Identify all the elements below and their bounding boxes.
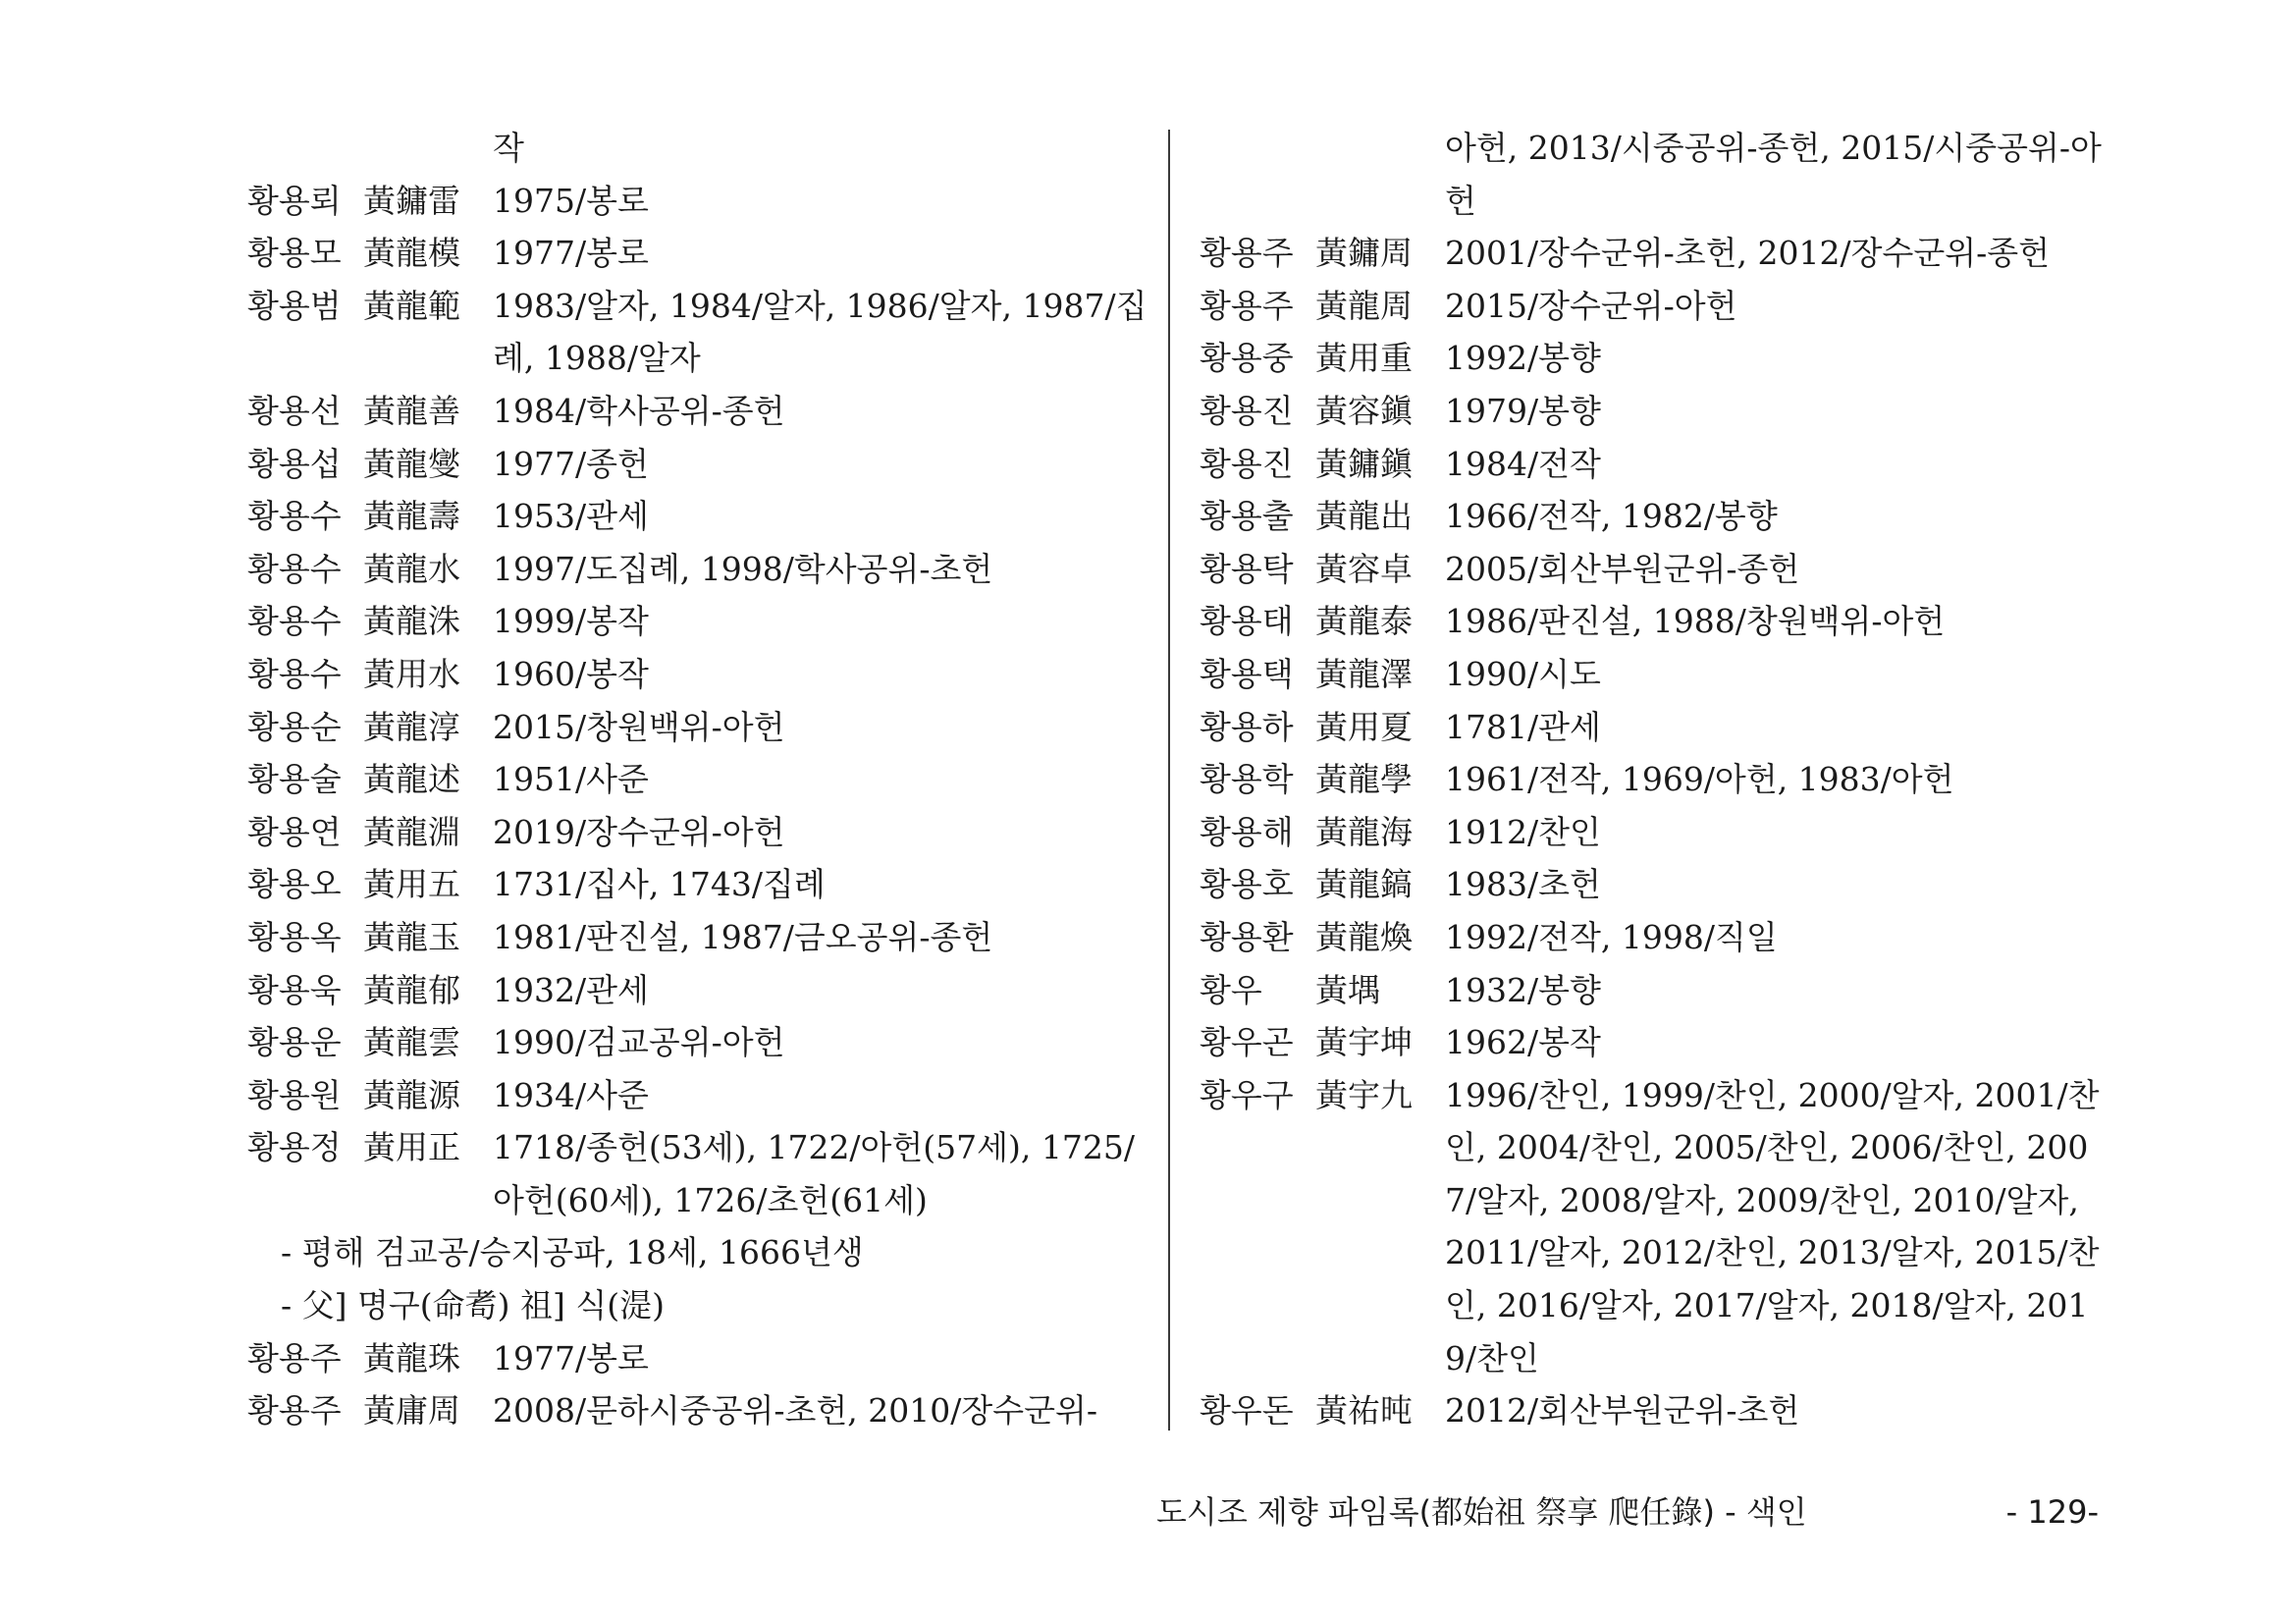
entry-hangul: 황용섭 (247, 444, 342, 483)
entry-hangul: 황용욱 (247, 970, 342, 1009)
entry-hanja: 黃龍模 (363, 234, 460, 273)
entry-record: 1977/봉로 (493, 234, 649, 273)
entry-hanja: 黃龍淳 (363, 707, 460, 746)
column-divider (1168, 130, 1170, 1431)
entry-record: 1986/판진설, 1988/창원백위-아헌 (1445, 602, 1946, 641)
entry-record: 1990/검교공위-아헌 (493, 1023, 785, 1062)
entry-hanja: 黃用正 (363, 1128, 460, 1167)
entry-hangul: 황용연 (247, 812, 342, 851)
entry-hanja (363, 122, 493, 175)
entry-hangul: 황용진 (1200, 444, 1294, 483)
entry-hangul: 황용중 (1200, 339, 1294, 378)
entry-hanja: 黃龍述 (363, 760, 460, 799)
entry-hanja: 黃龍燮 (363, 444, 460, 483)
entry-hangul (1200, 122, 1315, 227)
entry-hangul: 황용순 (247, 707, 342, 746)
footer-title: 도시조 제향 파임록(都始祖 祭享 爬任錄) - 색인 (1156, 1493, 1807, 1531)
index-entry (247, 1384, 1150, 1437)
entry-hangul (247, 122, 363, 175)
entry-hanja: 黃龍洙 (363, 602, 460, 641)
index-entry (247, 1332, 1150, 1385)
entry-record: 1731/집사, 1743/집례 (493, 865, 826, 904)
index-entry (1200, 806, 2103, 859)
index-entry (1200, 595, 2103, 648)
entry-record: 2015/장수군위-아헌 (1445, 286, 1737, 325)
entry-hangul: 황우곤 (1200, 1023, 1294, 1062)
entry-hangul: 황용뢰 (247, 181, 342, 220)
entry-hangul: 황용진 (1200, 391, 1294, 430)
entry-hangul: 황용운 (247, 1023, 342, 1062)
entry-record: 1981/판진설, 1987/금오공위-종헌 (493, 917, 993, 956)
index-entry (1200, 911, 2103, 964)
index-entry (247, 701, 1150, 754)
entry-record: 1977/종헌 (493, 444, 649, 483)
entry-hangul: 황용주 (1200, 286, 1294, 325)
entry-hanja: 黃龍源 (363, 1075, 460, 1114)
entry-hangul: 황용주 (1200, 234, 1294, 273)
index-entry (1200, 280, 2103, 333)
index-entry (247, 490, 1150, 543)
entry-hanja: 黃容鎭 (1315, 391, 1413, 430)
entry-hanja: 黃龍泰 (1315, 602, 1413, 641)
entry-record: 1951/사준 (493, 760, 649, 799)
index-entry (247, 1069, 1150, 1122)
index-entry (1200, 753, 2103, 806)
entry-hanja: 黃龍玉 (363, 917, 460, 956)
entry-hanja: 黃用水 (363, 654, 460, 693)
entry-hangul: 황용학 (1200, 760, 1294, 799)
entry-hangul: 황우구 (1200, 1075, 1294, 1114)
entry-hangul: 황용주 (247, 1391, 342, 1431)
index-entry (247, 648, 1150, 701)
index-entry (1200, 543, 2103, 596)
index-entry (1200, 1016, 2103, 1069)
index-entry (1200, 964, 2103, 1017)
page-number: - 129- (2005, 1493, 2099, 1531)
entry-hanja: 黃龍學 (1315, 760, 1413, 799)
entry-record: 1781/관세 (1445, 707, 1601, 746)
entry-record: 1977/봉로 (493, 1338, 649, 1378)
entry-hangul: 황용선 (247, 391, 342, 430)
entry-hanja: 黃龍出 (1315, 497, 1413, 536)
entry-record: 1934/사준 (493, 1075, 649, 1114)
entry-record: 작 (493, 129, 524, 167)
entry-hangul: 황용호 (1200, 865, 1294, 904)
index-entry (1200, 332, 2103, 385)
entry-hanja: 黃龍善 (363, 391, 460, 430)
page-footer (1156, 1487, 2099, 1537)
entry-record: 2015/창원백위-아헌 (493, 707, 785, 746)
entry-record: 1983/초헌 (1445, 865, 1601, 904)
entry-record: 1996/찬인, 1999/찬인, 2000/알자, 2001/찬인, 2004/찬인, 2005/찬인, 2006/찬인, 2007/알자, 2008/알자, 2009/찬인, 2010/알자, 2011/알자, 2012/찬인, 2013/알자, 2015/찬인, 2016/알자, 2017/알자, 2018/알자, 2019/찬인 (1445, 1075, 2100, 1378)
entry-hangul: 황용해 (1200, 812, 1294, 851)
entry-hanja: 黃鏞雷 (363, 181, 460, 220)
index-entry (247, 595, 1150, 648)
index-entry (247, 1016, 1150, 1069)
index-entry (247, 1121, 1150, 1226)
entry-record: 1932/관세 (493, 970, 649, 1009)
entry-record: 2008/문하시중공위-초헌, 2010/장수군위- (493, 1391, 1098, 1431)
entry-hanja (1315, 122, 1445, 227)
index-entry (1200, 1069, 2103, 1385)
right-column (1200, 122, 2103, 1437)
entry-record: 1983/알자, 1984/알자, 1986/알자, 1987/집례, 1988/알자 (493, 286, 1148, 378)
entry-hangul: 황우 (1200, 970, 1262, 1009)
entry-hanja: 黃龍範 (363, 286, 460, 325)
entry-hanja: 黃堣 (1315, 970, 1380, 1009)
entry-record: 1984/학사공위-종헌 (493, 391, 785, 430)
entry-record: 1912/찬인 (1445, 812, 1601, 851)
entry-record: 1953/관세 (493, 497, 649, 536)
entry-hanja: 黃龍澤 (1315, 654, 1413, 693)
index-entry (1200, 438, 2103, 491)
entry-hangul: 황용하 (1200, 707, 1294, 746)
index-entry (247, 753, 1150, 806)
index-entry (1200, 227, 2103, 280)
entry-record: 1975/봉로 (493, 181, 649, 220)
entry-record: 1990/시도 (1445, 654, 1601, 693)
entry-record: 1966/전작, 1982/봉향 (1445, 497, 1778, 536)
entry-hanja: 黃龍周 (1315, 286, 1413, 325)
index-entry (1200, 701, 2103, 754)
entry-hangul: 황용수 (247, 602, 342, 641)
entry-note: - 평해 검교공/승지공파, 18세, 1666년생 (281, 1233, 864, 1272)
entry-hangul: 황용탁 (1200, 549, 1294, 588)
entry-hangul: 황용수 (247, 549, 342, 588)
entry-hangul: 황용환 (1200, 917, 1294, 956)
left-column (247, 122, 1150, 1437)
entry-hanja: 黃龍雲 (363, 1023, 460, 1062)
index-entry (247, 964, 1150, 1017)
index-entry (1200, 858, 2103, 911)
entry-continuation (1200, 122, 2103, 227)
entry-record: 1961/전작, 1969/아헌, 1983/아헌 (1445, 760, 1954, 799)
entry-hangul: 황용주 (247, 1338, 342, 1378)
entry-hangul: 황용수 (247, 654, 342, 693)
index-entry (247, 175, 1150, 228)
entry-record: 1997/도집례, 1998/학사공위-초헌 (493, 549, 993, 588)
entry-record: 1992/전작, 1998/직일 (1445, 917, 1778, 956)
index-entry (247, 858, 1150, 911)
index-entry (247, 227, 1150, 280)
entry-hanja: 黃鏞周 (1315, 234, 1413, 273)
entry-hanja: 黃龍水 (363, 549, 460, 588)
entry-hanja: 黃用重 (1315, 339, 1413, 378)
entry-note: - 父] 명구(命耉) 祖] 식(湜) (281, 1286, 665, 1325)
entry-record: 2012/회산부원군위-초헌 (1445, 1391, 1800, 1431)
entry-hangul: 황용택 (1200, 654, 1294, 693)
entry-continuation (247, 122, 1150, 175)
index-entry (247, 385, 1150, 438)
entry-hanja: 黃龍壽 (363, 497, 460, 536)
entry-hangul: 황용원 (247, 1075, 342, 1114)
entry-record: 1932/봉향 (1445, 970, 1601, 1009)
index-entry (1200, 1384, 2103, 1437)
index-entry (1200, 648, 2103, 701)
entry-record: 2005/회산부원군위-종헌 (1445, 549, 1800, 588)
entry-hangul: 황용출 (1200, 497, 1294, 536)
index-entry (247, 280, 1150, 385)
entry-hanja: 黃龍珠 (363, 1338, 460, 1378)
entry-hanja: 黃龍郁 (363, 970, 460, 1009)
entry-hanja: 黃祐旽 (1315, 1391, 1413, 1431)
entry-hangul: 황용옥 (247, 917, 342, 956)
entry-record: 1984/전작 (1445, 444, 1601, 483)
entry-record: 1992/봉향 (1445, 339, 1601, 378)
entry-record: 1962/봉작 (1445, 1023, 1601, 1062)
entry-hanja: 黃宇九 (1315, 1075, 1413, 1114)
entry-record: 아헌, 2013/시중공위-종헌, 2015/시중공위-아헌 (1445, 129, 2102, 220)
entry-record: 1960/봉작 (493, 654, 649, 693)
entry-hangul: 황용술 (247, 760, 342, 799)
entry-hanja: 黃龍鎬 (1315, 865, 1413, 904)
index-entry (247, 438, 1150, 491)
entry-hanja: 黃龍海 (1315, 812, 1413, 851)
entry-hangul: 황용범 (247, 286, 342, 325)
index-entry (247, 543, 1150, 596)
entry-hanja: 黃用夏 (1315, 707, 1413, 746)
index-entry (247, 806, 1150, 859)
entry-hangul: 황용수 (247, 497, 342, 536)
entry-hangul: 황우돈 (1200, 1391, 1294, 1431)
entry-hanja: 黃鏞鎭 (1315, 444, 1413, 483)
entry-hanja: 黃龍淵 (363, 812, 460, 851)
entry-record: 2019/장수군위-아헌 (493, 812, 785, 851)
entry-hanja: 黃容卓 (1315, 549, 1413, 588)
entry-hanja: 黃庸周 (363, 1391, 460, 1431)
entry-record: 1718/종헌(53세), 1722/아헌(57세), 1725/아헌(60세), 1726/초헌(61세) (493, 1128, 1136, 1219)
entry-hanja: 黃龍煥 (1315, 917, 1413, 956)
entry-hangul: 황용정 (247, 1128, 342, 1167)
index-entry (247, 911, 1150, 964)
entry-record: 1999/봉작 (493, 602, 649, 641)
entry-record: 1979/봉향 (1445, 391, 1601, 430)
entry-hangul: 황용태 (1200, 602, 1294, 641)
entry-hangul: 황용모 (247, 234, 342, 273)
index-entry (1200, 490, 2103, 543)
entry-hanja: 黃宇坤 (1315, 1023, 1413, 1062)
entry-hangul: 황용오 (247, 865, 342, 904)
index-entry (1200, 385, 2103, 438)
entry-record: 2001/장수군위-초헌, 2012/장수군위-종헌 (1445, 234, 2051, 273)
entry-hanja: 黃用五 (363, 865, 460, 904)
